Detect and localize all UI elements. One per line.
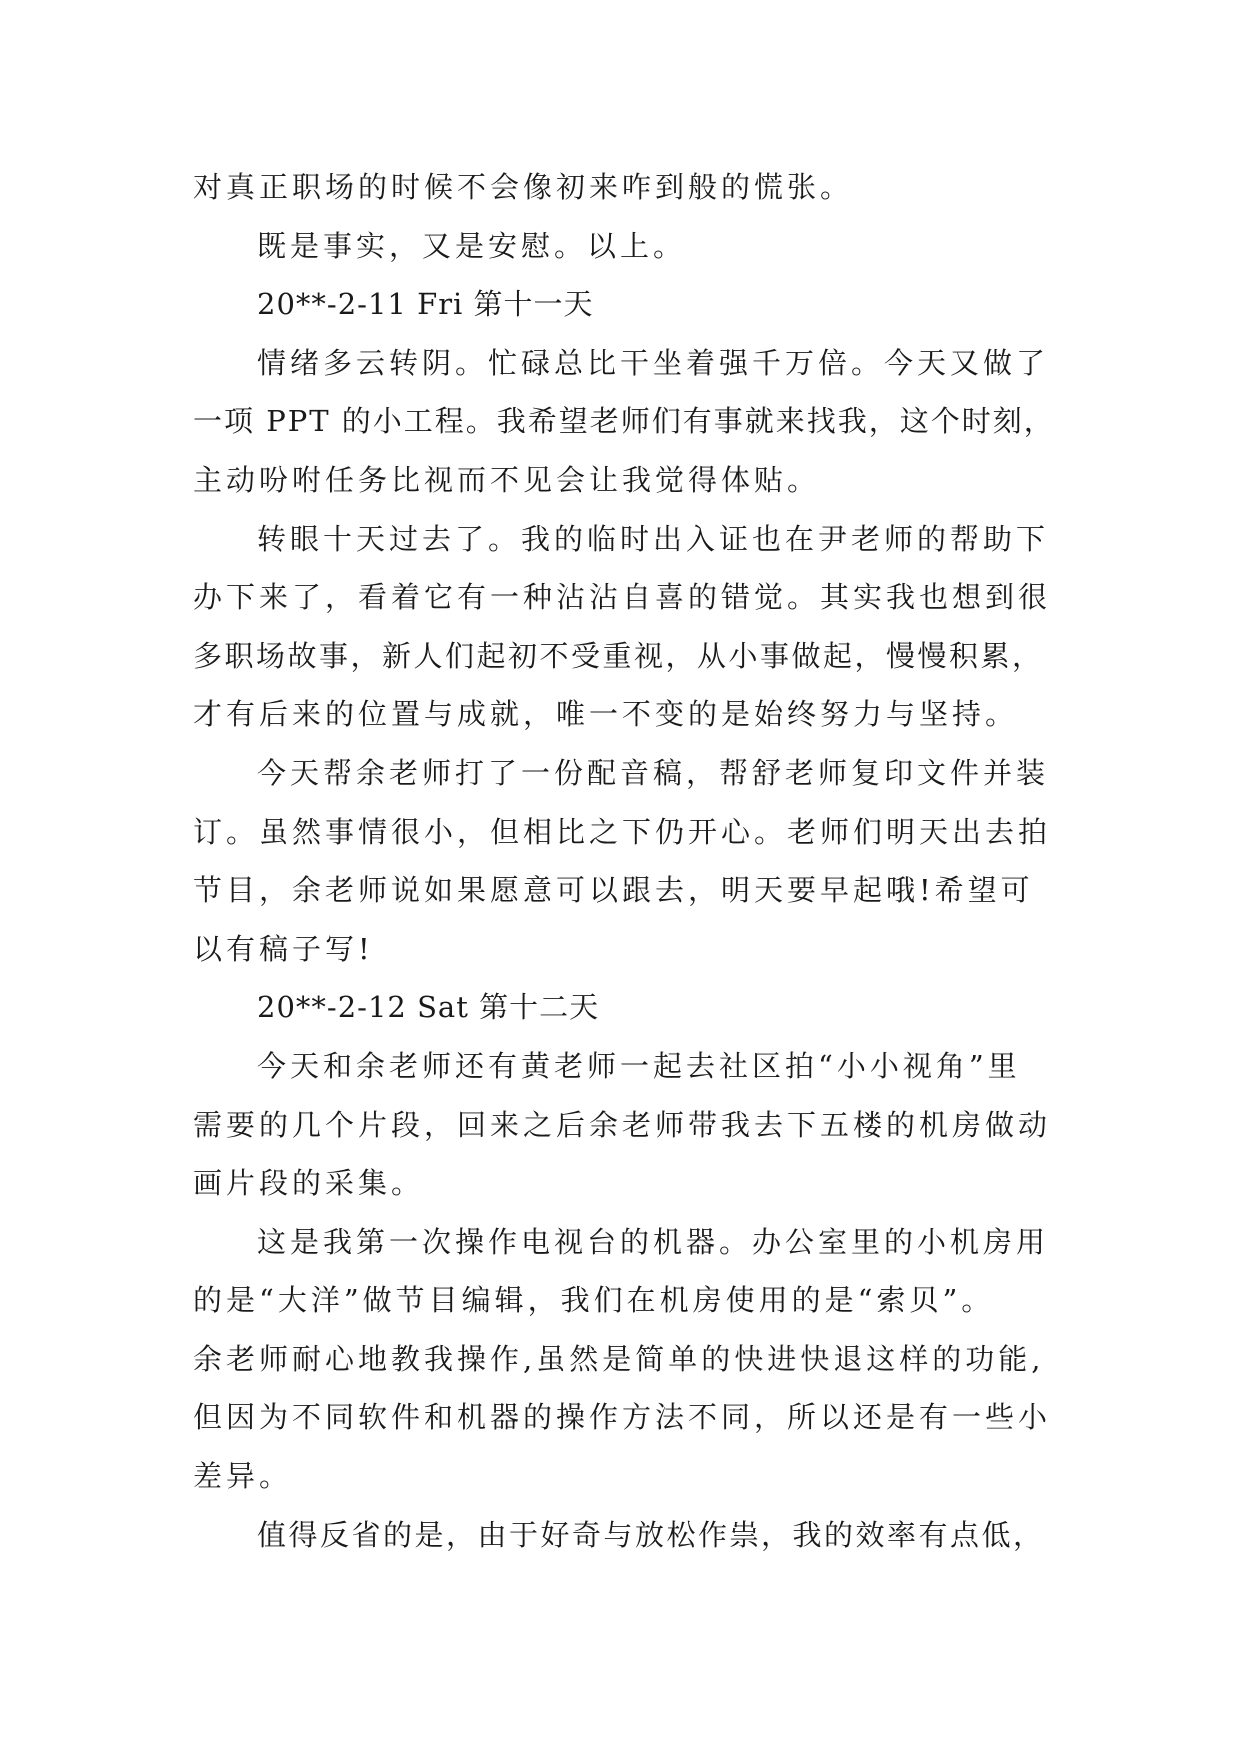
text-line: 才有后来的位置与成就，唯一不变的是始终努力与坚持。 xyxy=(193,697,1019,732)
text-line: 多职场故事，新人们起初不受重视，从小事做起，慢慢积累， xyxy=(193,638,1044,673)
text-line: 主动吩咐任务比视而不见会让我觉得体贴。 xyxy=(193,462,821,497)
paragraph-first-line: 今天帮余老师打了一份配音稿，帮舒老师复印文件并装 xyxy=(257,755,1050,790)
text-line: 对真正职场的时候不会像初来咋到般的慌张。 xyxy=(193,170,854,204)
paragraph-first-line: 值得反省的是，由于好奇与放松作祟，我的效率有点低， xyxy=(257,1517,1045,1552)
diary-date-heading: 20**-2-11 Fri 第十一天 xyxy=(257,287,594,322)
paragraph-first-line: 今天和余老师还有黄老师一起去社区拍“小小视角”里 xyxy=(257,1048,1021,1083)
paragraph-first-line: 既是事实，又是安慰。以上。 xyxy=(257,228,687,263)
text-line: 的是“大洋”做节目编辑，我们在机房使用的是“索贝”。 xyxy=(193,1283,995,1318)
text-line: 余老师耐心地教我操作,虽然是简单的快进快退这样的功能, xyxy=(193,1341,1045,1376)
text-line: 画片段的采集。 xyxy=(193,1166,425,1201)
diary-date-heading: 20**-2-12 Sat 第十二天 xyxy=(257,990,600,1025)
text-line: 以有稿子写! xyxy=(193,931,374,966)
text-line: 节目，余老师说如果愿意可以跟去，明天要早起哦!希望可 xyxy=(193,873,1034,908)
text-line: 需要的几个片段，回来之后余老师带我去下五楼的机房做动 xyxy=(193,1107,1052,1142)
document-body xyxy=(193,158,1055,1564)
paragraph-first-line: 情绪多云转阴。忙碌总比干坐着强千万倍。今天又做了 xyxy=(257,345,1050,380)
text-line: 但因为不同软件和机器的操作方法不同，所以还是有一些小 xyxy=(193,1400,1052,1435)
text-line: 一项 PPT 的小工程。我希望老师们有事就来找我，这个时刻， xyxy=(193,404,1055,439)
text-line: 订。虽然事情很小，但相比之下仍开心。老师们明天出去拍 xyxy=(193,814,1052,849)
text-line: 办下来了，看着它有一种沾沾自喜的错觉。其实我也想到很 xyxy=(193,580,1052,615)
paragraph-first-line: 这是我第一次操作电视台的机器。办公室里的小机房用 xyxy=(257,1224,1050,1259)
text-line: 差异。 xyxy=(193,1459,293,1494)
paragraph-first-line: 转眼十天过去了。我的临时出入证也在尹老师的帮助下 xyxy=(257,521,1050,556)
